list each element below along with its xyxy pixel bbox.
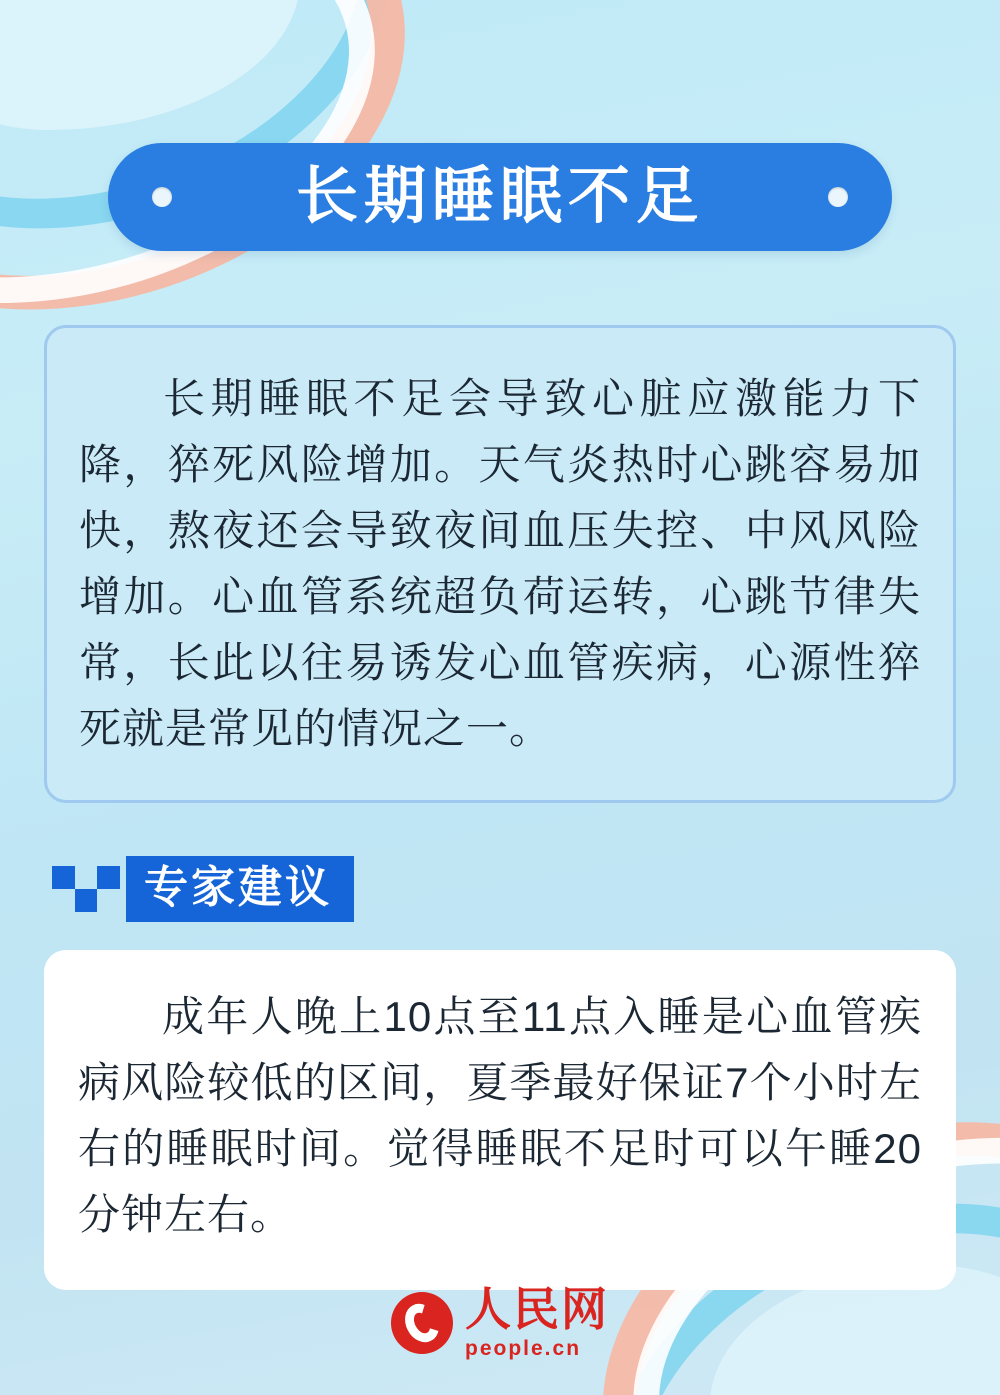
checker-squares-icon bbox=[52, 866, 120, 912]
advice-paragraph: 成年人晚上10点至11点入睡是心血管疾病风险较低的区间，夏季最好保证7个小时左右的睡眠时间。觉得睡眠不足时可以午睡20分钟左右。 bbox=[78, 993, 922, 1238]
brand-name-en: people.cn bbox=[465, 1337, 582, 1360]
plate-hole-right-icon bbox=[828, 187, 848, 207]
decorative-blob-top-left bbox=[0, 0, 300, 130]
body-card bbox=[44, 325, 956, 803]
brand-wordmark bbox=[465, 1283, 609, 1360]
advice-card bbox=[44, 950, 956, 1290]
brand-footer bbox=[0, 1283, 1000, 1360]
advice-heading-label: 专家建议 bbox=[126, 856, 354, 922]
advice-heading bbox=[52, 853, 354, 925]
page-title: 长期睡眠不足 bbox=[295, 162, 704, 231]
people-cn-logo-icon bbox=[391, 1292, 453, 1354]
title-plate bbox=[108, 143, 892, 251]
body-paragraph: 长期睡眠不足会导致心脏应激能力下降，猝死风险增加。天气炎热时心跳容易加快，熬夜还会导致夜间血压失控、中风风险增加。心血管系统超负荷运转，心跳节律失常，长此以往易诱发心血管疾病，心源性猝死就是常见的情况之一。 bbox=[79, 375, 921, 752]
plate-hole-left-icon bbox=[152, 187, 172, 207]
brand-name-cn: 人民网 bbox=[465, 1283, 609, 1335]
